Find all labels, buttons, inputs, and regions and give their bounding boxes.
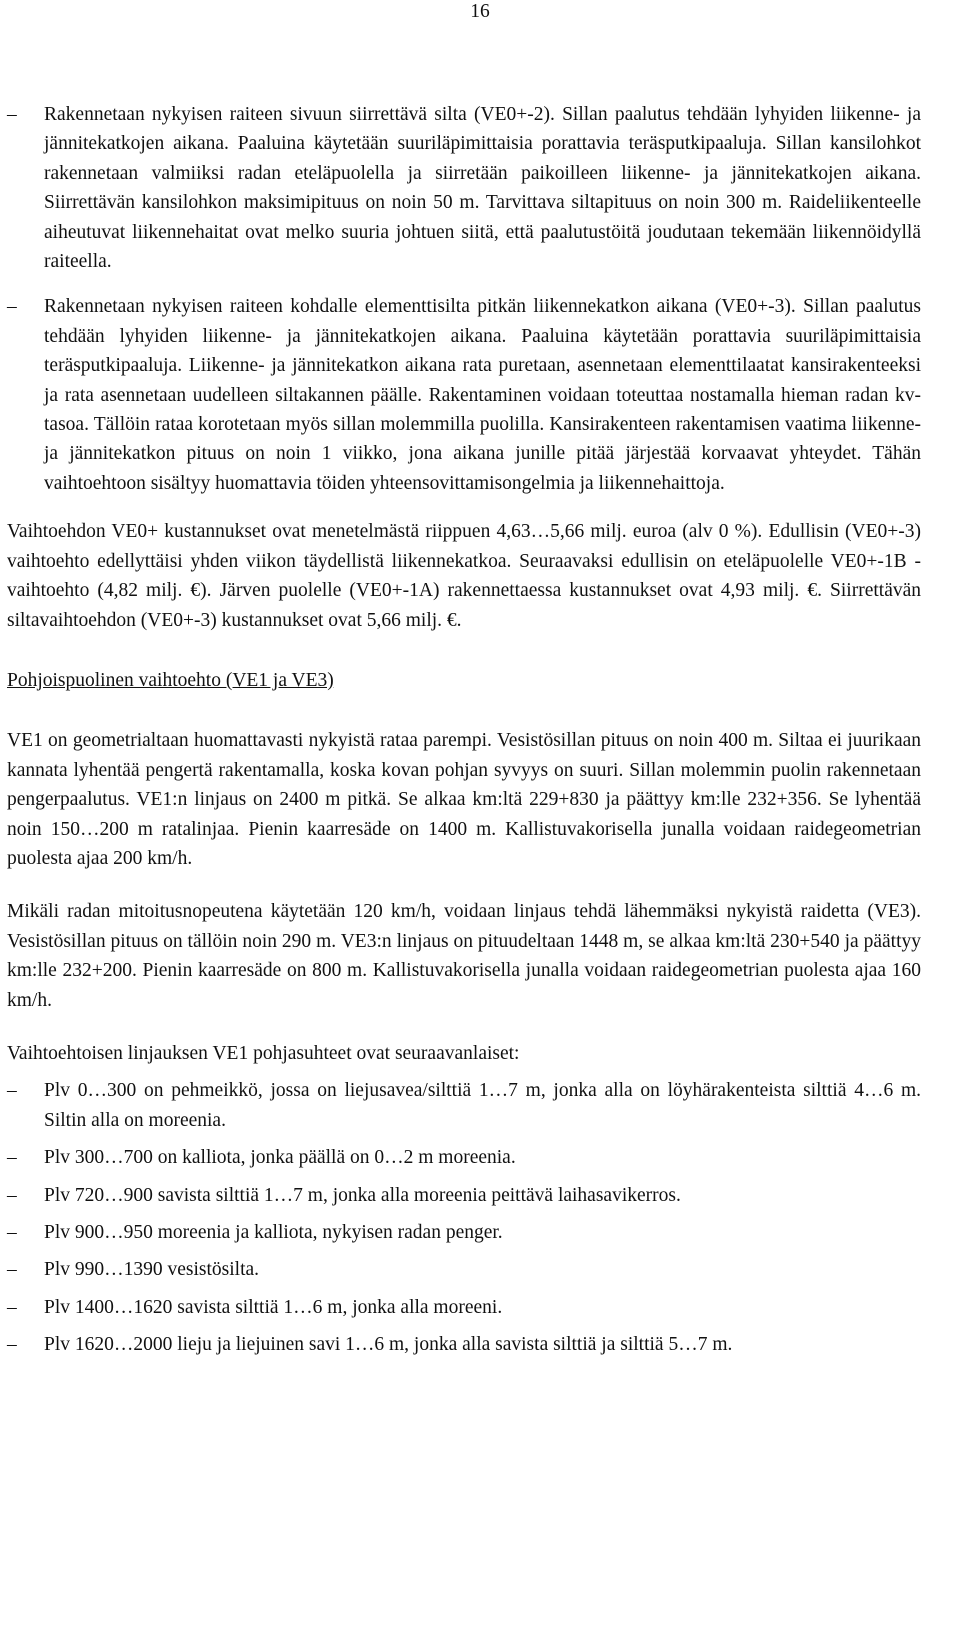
soil-list-item: [7, 1181, 921, 1210]
bullet-item-ve0-2: [7, 100, 921, 276]
ve3-paragraph: Mikäli radan mitoitusnopeutena käytetään 120 km/h, voidaan linjaus tehdä lähemmäksi nykyistä raidetta (VE3). Vesistösillan pituus on tällöin noin 290 m. VE3:n linjaus on pituudeltaan 1448 m, se alkaa km:ltä 230+540 ja päättyy km:lle 232+200. Pienin kaarresäde on 800 m. Kallistuvakorisella junalla voidaan raidegeometrian puolesta ajaa 160 km/h.: [7, 901, 921, 1011]
dash-bullet-icon: –: [7, 296, 17, 318]
document-body: [7, 100, 921, 1360]
cost-paragraph: Vaihtoehdon VE0+ kustannukset ovat menetelmästä riippuen 4,63…5,66 milj. euroa (alv 0 %). Edullisin (VE0+-3) vaihtoehto edellyttäisi yhden viikon täydellistä liikennekatkoa. Seuraavaksi edullisin on eteläpuolelle VE0+-1B -vaihtoehto (4,82 milj. €). Järven puolelle (VE0+-1A) rakennettaessa kustannukset ovat 4,93 milj. €. Siirrettävän siltavaihtoehdon (VE0+-3) kustannukset ovat 5,66 milj. €.: [7, 521, 921, 631]
dash-bullet-icon: –: [7, 1334, 17, 1356]
section-heading: Pohjoispuolinen vaihtoehto (VE1 ja VE3): [7, 669, 334, 691]
soil-list-item: [7, 1218, 921, 1247]
soil-list-item: [7, 1255, 921, 1284]
soil-item-text: Plv 1620…2000 lieju ja liejuinen savi 1…6 m, jonka alla savista silttiä ja silttiä 5…7 m.: [44, 1334, 733, 1356]
ve1-paragraph: VE1 on geometrialtaan huomattavasti nykyistä rataa parempi. Vesistösillan pituus on noin 400 m. Siltaa ei juurikaan kannata lyhentää pengertä rakentamalla, koska kovan pohjan syvyys on suuri. Sillan molemmin puolin rakennetaan pengerpaalutus. VE1:n linjaus on 2400 m pitkä. Se alkaa km:ltä 229+830 ja päättyy km:lle 232+356. Se lyhentää noin 150…200 m ratalinjaa. Pienin kaarresäde on 1400 m. Kallistuvakorisella junalla voidaan raidegeometrian puolesta ajaa 200 km/h.: [7, 730, 921, 869]
dash-bullet-icon: –: [7, 1080, 17, 1102]
soil-item-text: Plv 300…700 on kalliota, jonka päällä on 0…2 m moreenia.: [44, 1147, 516, 1169]
dash-bullet-icon: –: [7, 1184, 17, 1206]
soil-item-text: Plv 1400…1620 savista silttiä 1…6 m, jonka alla moreeni.: [44, 1296, 503, 1318]
page-number: 16: [470, 1, 490, 22]
dash-bullet-icon: –: [7, 1147, 17, 1169]
soil-list-item: [7, 1293, 921, 1322]
dash-bullet-icon: –: [7, 1222, 17, 1243]
bullet-text: Rakennetaan nykyisen raiteen kohdalle elementtisilta pitkän liikennekatkon aikana (VE0+-3). Sillan paalutus tehdään lyhyiden liikenne- ja jännitekatkojen aikana. Paaluina käytetään porattavia suuriläpimittaisia teräsputkipaaluja. Liikenne- ja jännitekatkon aikana rata puretaan, asennetaan elementtilaatat kansirakenteeksi ja rata asennetaan uudelleen siltakannen päälle. Rakentaminen voidaan toteuttaa nostamalla hieman radan kv-tasoa. Tällöin rataa korotetaan myös sillan molemmilla puolilla. Kansirakenteen rakentamisen vaatima liikenne- ja jännitekatkon pituus on noin 1 viikko, jona aikana junille pitää järjestää korvaavat yhteydet. Tähän vaihtoehtoon sisältyy huomattavia töiden yhteensovittamisongelmia ja liikennehaittoja.: [44, 296, 921, 494]
bullet-text: Rakennetaan nykyisen raiteen sivuun siirrettävä silta (VE0+-2). Sillan paalutus tehdään lyhyiden liikenne- ja jännitekatkojen aikana. Paaluina käytetään suuriläpimittaisia porattavia teräsputkipaaluja. Sillan kansilohkot rakennetaan valmiiksi radan eteläpuolella ja siirretään paikoilleen liikenne- ja jännitekatkojen aikana. Siirrettävän kansilohkon maksimipituus on noin 50 m. Tarvittava siltapituus on noin 300 m. Raideliikenteelle aiheutuvat liikennehaitat ovat melko suuria johtuen siitä, että paalutustöitä joudutaan tekemään liikennöidyllä raiteella.: [44, 104, 921, 273]
soil-intro: Vaihtoehtoisen linjauksen VE1 pohjasuhteet ovat seuraavanlaiset:: [7, 1042, 520, 1064]
soil-list-item: [7, 1076, 921, 1135]
bullet-item-ve0-3: [7, 292, 921, 498]
soil-item-text: Plv 0…300 on pehmeikkö, jossa on liejusavea/silttiä 1…7 m, jonka alla on löyhärakenteista silttiä 4…6 m. Siltin alla on moreenia.: [44, 1080, 921, 1131]
soil-item-text: Plv 990…1390 vesistösilta.: [44, 1259, 260, 1281]
soil-list-item: [7, 1330, 921, 1359]
soil-list-item: [7, 1143, 921, 1172]
dash-bullet-icon: –: [7, 1296, 17, 1318]
dash-bullet-icon: –: [7, 1259, 17, 1281]
dash-bullet-icon: –: [7, 104, 17, 125]
soil-item-text: Plv 720…900 savista silttiä 1…7 m, jonka alla moreenia peittävä laihasavikerros.: [44, 1184, 681, 1206]
soil-item-text: Plv 900…950 moreenia ja kalliota, nykyisen radan penger.: [44, 1222, 503, 1243]
